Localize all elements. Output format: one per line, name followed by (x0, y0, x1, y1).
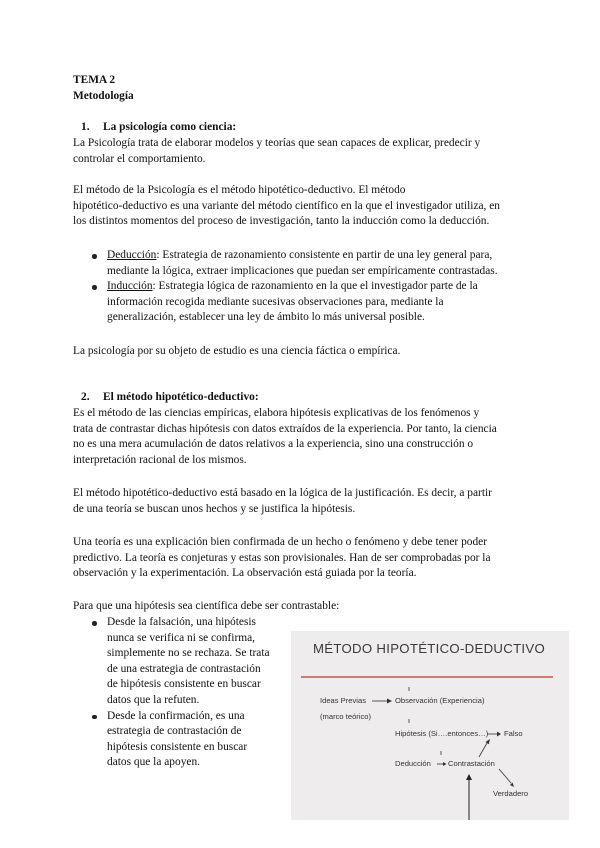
text-line: Desde la falsación, una hipótesis (107, 616, 256, 628)
arrowhead (387, 699, 392, 704)
text-line: El método hipotético-deductivo está basado en la lógica de la justificación. Es decir, a partir (73, 487, 492, 499)
text-line: de una teoría se buscan unos hechos y se justifica la hipótesis. (73, 502, 356, 515)
definition-text: : Estrategia lógica de razonamiento en la que el investigador parte de la (152, 280, 478, 293)
arrow-to-verdadero (499, 769, 511, 783)
section1-paragraph2 (73, 183, 543, 230)
bullet-deduccion (90, 248, 550, 279)
bullet-falsacion (90, 615, 290, 709)
section1-bullet-list (90, 248, 550, 326)
arrow-contrast-falso (479, 743, 487, 757)
text-line: El método de la Psicología es el método hipotético-deductivo. El método (73, 184, 406, 196)
section2-paragraph2 (73, 486, 543, 517)
arrowhead (510, 783, 514, 788)
text-line: Una teoría es una explicación bien confirmada de un hecho o fenómeno y debe tener poder (73, 536, 488, 548)
text-line: los distintos momentos del proceso de investigación, tanto la inducción como la deducción. (73, 215, 490, 228)
arrowhead (486, 739, 491, 744)
section2-bullet-list (90, 615, 290, 771)
text-line (107, 279, 550, 295)
text-line: simplemente no se rechaza. Se trata (107, 647, 270, 660)
section1-heading (73, 120, 533, 136)
text-line: estrategia de contrastación de (107, 725, 242, 738)
term-induccion: Inducción (107, 280, 153, 293)
section1-closing: La psicología por su objeto de estudio es una ciencia fáctica o empírica. (73, 345, 401, 357)
section2-heading-text: El método hipotético-deductivo: (103, 391, 259, 403)
section2-paragraph4: Para que una hipótesis sea científica debe ser contrastable: (73, 600, 340, 612)
text-line: no es una mera acumulación de datos relativos a la experiencia, sino una construcción o (73, 438, 474, 451)
subtitle: Metodología (73, 89, 134, 102)
text-line: interpretación racional de los mismos. (73, 453, 247, 466)
text-line: hipotético-deductivo es una variante del método científico en la que el investigador utiliza, en (73, 199, 500, 212)
figure-title: MÉTODO HIPOTÉTICO-DEDUCTIVO (313, 641, 546, 656)
text-line: hipótesis consistente en buscar (107, 740, 248, 753)
label-falso: Falso (504, 729, 523, 738)
method-diagram-figure (291, 631, 569, 820)
label-marco-teorico: (marco teórico) (320, 712, 372, 721)
term-deduccion: Deducción (107, 249, 157, 261)
label-ideas-previas: Ideas Previas (320, 696, 367, 705)
label-observacion: Observación (Experiencia) (395, 696, 485, 705)
section2-number: 2. (81, 391, 90, 403)
text-line: observación y la experimentación. La observación está guiada por la teoría. (73, 567, 417, 580)
section2-paragraph3 (73, 535, 543, 582)
section1-heading-text: La psicología como ciencia: (103, 121, 237, 133)
section1-intro (73, 136, 543, 167)
label-hipotesis: Hipótesis (Si….entonces…) (395, 729, 489, 738)
definition-text: : Estrategia de razonamiento consistente en partir de una ley general para, (156, 249, 493, 261)
bullet-confirmacion (90, 709, 290, 771)
text-line (107, 248, 550, 264)
label-contrastacion: Contrastación (448, 759, 495, 768)
text-line: datos que la apoyen. (107, 756, 200, 769)
text-line: de hipótesis consistente en buscar (107, 678, 261, 691)
text-line: de una estrategia de contrastación (107, 662, 261, 675)
section2-paragraph1 (73, 406, 543, 468)
text-line: trata de contrastar dichas hipótesis con datos extraídos de la experiencia. Por tanto, la ciencia (73, 422, 497, 435)
section1-number: 1. (81, 121, 90, 133)
text-line: predictivo. La teoría es conjeturas y estas son provisionales. Han de ser comprobadas por la (73, 551, 491, 564)
arrowhead (497, 732, 501, 737)
text-line: datos que la refuten. (107, 693, 200, 706)
arrowhead (443, 762, 447, 766)
text-line: Es el método de las ciencias empíricas, elabora hipótesis explicativas de los fenómenos y (73, 407, 480, 419)
text-line: Desde la confirmación, es una (107, 709, 245, 722)
label-verdadero: Verdadero (493, 789, 529, 798)
text-line: La Psicología trata de elaborar modelos y teorías que sean capaces de explicar, predecir y (73, 137, 481, 149)
text-line: información recogida mediante sucesivas observaciones para, mediante la (107, 295, 444, 308)
text-line: nunca se verifica ni se confirma, (107, 631, 256, 644)
section2-heading (73, 390, 533, 406)
tema-label: TEMA 2 (73, 74, 116, 86)
doc-title-block (73, 73, 533, 104)
arrowhead (466, 774, 472, 780)
bullet-induccion (90, 279, 550, 326)
label-deduccion: Deducción (395, 759, 431, 768)
text-line: generalización, establecer una ley de ámbito lo más universal posible. (107, 311, 425, 324)
text-line: mediante la lógica, extraer implicaciones que puedan ser empíricamente contrastadas. (107, 264, 498, 277)
text-line: controlar el comportamiento. (73, 152, 206, 165)
